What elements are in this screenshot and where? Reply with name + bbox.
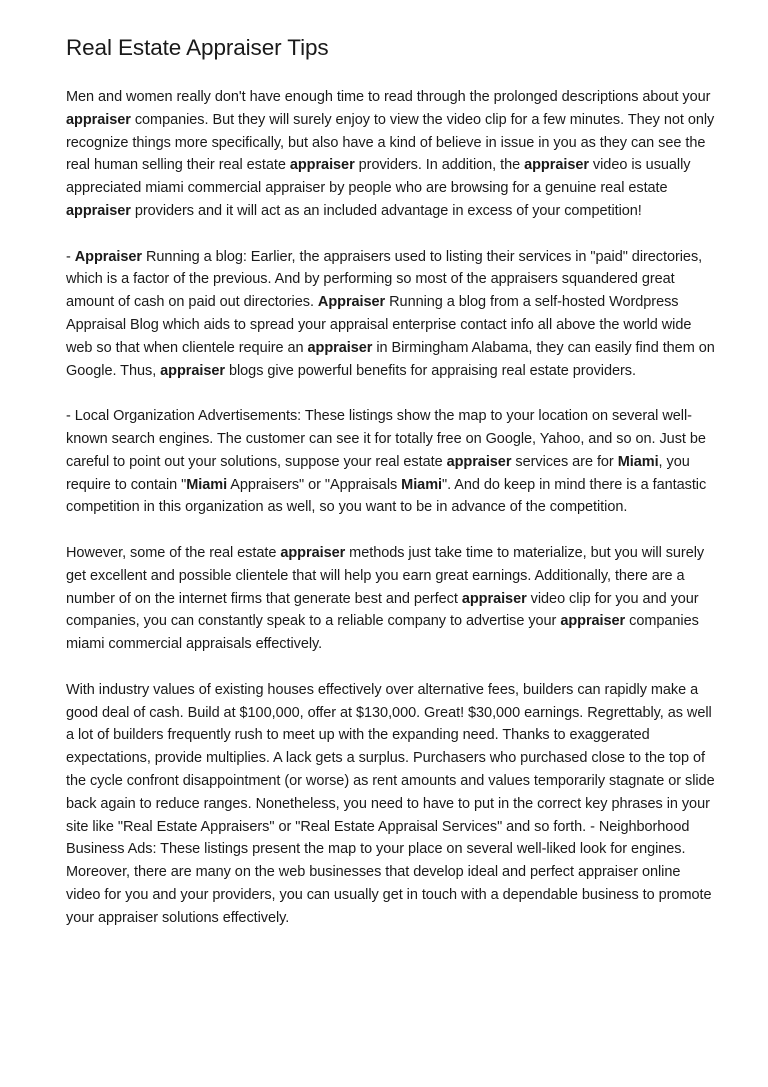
text-run: in Birmingham Alabama, they can easily find them on Google. Thus, [66,339,715,379]
paragraph-3 [66,405,716,519]
bold-keyword: appraiser [66,202,131,219]
document-body [66,86,716,929]
text-run: - [66,248,75,265]
paragraph-1 [66,86,716,223]
bold-keyword: appraiser [280,544,346,561]
bold-keyword: appraiser [160,362,225,379]
text-run: companies. But they will surely enjoy to view the video clip for a few minutes. They not only recognize things more specifically, but also have a kind of believe in issue in you as they can see the real human selling their real estate [66,111,715,174]
document-page [66,30,716,952]
text-run: ". And do keep in mind there is a fantastic competition in this organization as well, so you want to be in advance of the competition. [66,476,707,516]
paragraph-4 [66,542,716,656]
bold-keyword: appraiser [461,590,527,607]
text-run: providers and it will act as an included advantage in excess of your competition! [130,202,642,219]
bold-keyword: Appraiser [317,294,386,311]
bold-keyword: appraiser [289,157,355,174]
text-run: - Local Organization Advertisements: These listings show the map to your location on several well-known search engines. The customer can see it for totally free on Google, Yahoo, and so on. Just be careful to point out your solutions, suppose your real estate [66,408,706,470]
text-run: Running a blog from a self-hosted Wordpress Appraisal Blog which aids to spread your appraisal enterprise contact info all above the world wide web so that when clientele require an [66,294,692,356]
document-title: Real Estate Appraiser Tips [66,35,329,60]
text-run: methods just take time to materialize, but you will surely get excellent and possible clientele that will help you earn great earnings. Additionally, there are a number of on the internet firms that generate best and perfect [66,544,705,607]
bold-keyword: appraiser [66,111,131,128]
bold-keyword: appraiser [307,339,373,356]
bold-keyword: Appraiser [74,248,143,265]
text-run: Men and women really don't have enough time to read through the prolonged descriptions about your [66,89,711,105]
paragraph-2 [66,246,716,383]
bold-keyword: Miami [401,476,443,493]
text-run: services are for [511,453,618,470]
bold-keyword: appraiser [560,613,626,630]
bold-keyword: Miami [617,453,659,470]
bold-keyword: appraiser [446,453,512,470]
text-run: Appraisers" or "Appraisals [227,476,402,493]
text-run: blogs give powerful benefits for appraising real estate providers. [225,362,636,379]
text-run: However, some of the real estate [66,544,281,561]
text-run: , you require to contain " [66,453,690,493]
paragraph-5 [66,679,716,930]
text-run: Running a blog: Earlier, the appraisers used to listing their services in "paid" directories, which is a factor of the previous. And by performing so most of the appraisers squandered great amount of cash on paid out directories. [66,248,703,311]
text-run: providers. In addition, the [354,157,525,174]
bold-keyword: appraiser [524,157,589,174]
text-run: companies miami commercial appraisals effectively. [66,613,699,653]
text-run: With industry values of existing houses effectively over alternative fees, builders can rapidly make a good deal of cash. Build at $100,000, offer at $130,000. Great! $30,000 earnings. Regrettably, as well a lot of builders frequently rush to meet up with the expanding need. Thanks to exaggerated expectations, provide multiplies. A lack gets a surplus. Purchasers who purchased close to the top of the cycle confront disappointment (or worse) as rent amounts and values temporarily stagnate or slide back again to reduce ranges. Nonetheless, you need to have to put in the correct key phrases in your site like "Real Estate Appraisers" or "Real Estate Appraisal Services" and so forth. - Neighborhood Business Ads: These listings present the map to your place on several well-liked look for engines. Moreover, there are many on the web businesses that develop ideal and perfect appraiser online video for you and your providers, you can usually get in touch with a dependable business to promote your appraiser solutions effectively. [66,681,715,926]
text-run: video clip for you and your companies, you can constantly speak to a reliable company to advertise your [66,590,699,630]
bold-keyword: Miami [186,476,228,493]
text-run: video is usually appreciated miami commercial appraiser by people who are browsing for a genuine real estate [66,157,691,197]
